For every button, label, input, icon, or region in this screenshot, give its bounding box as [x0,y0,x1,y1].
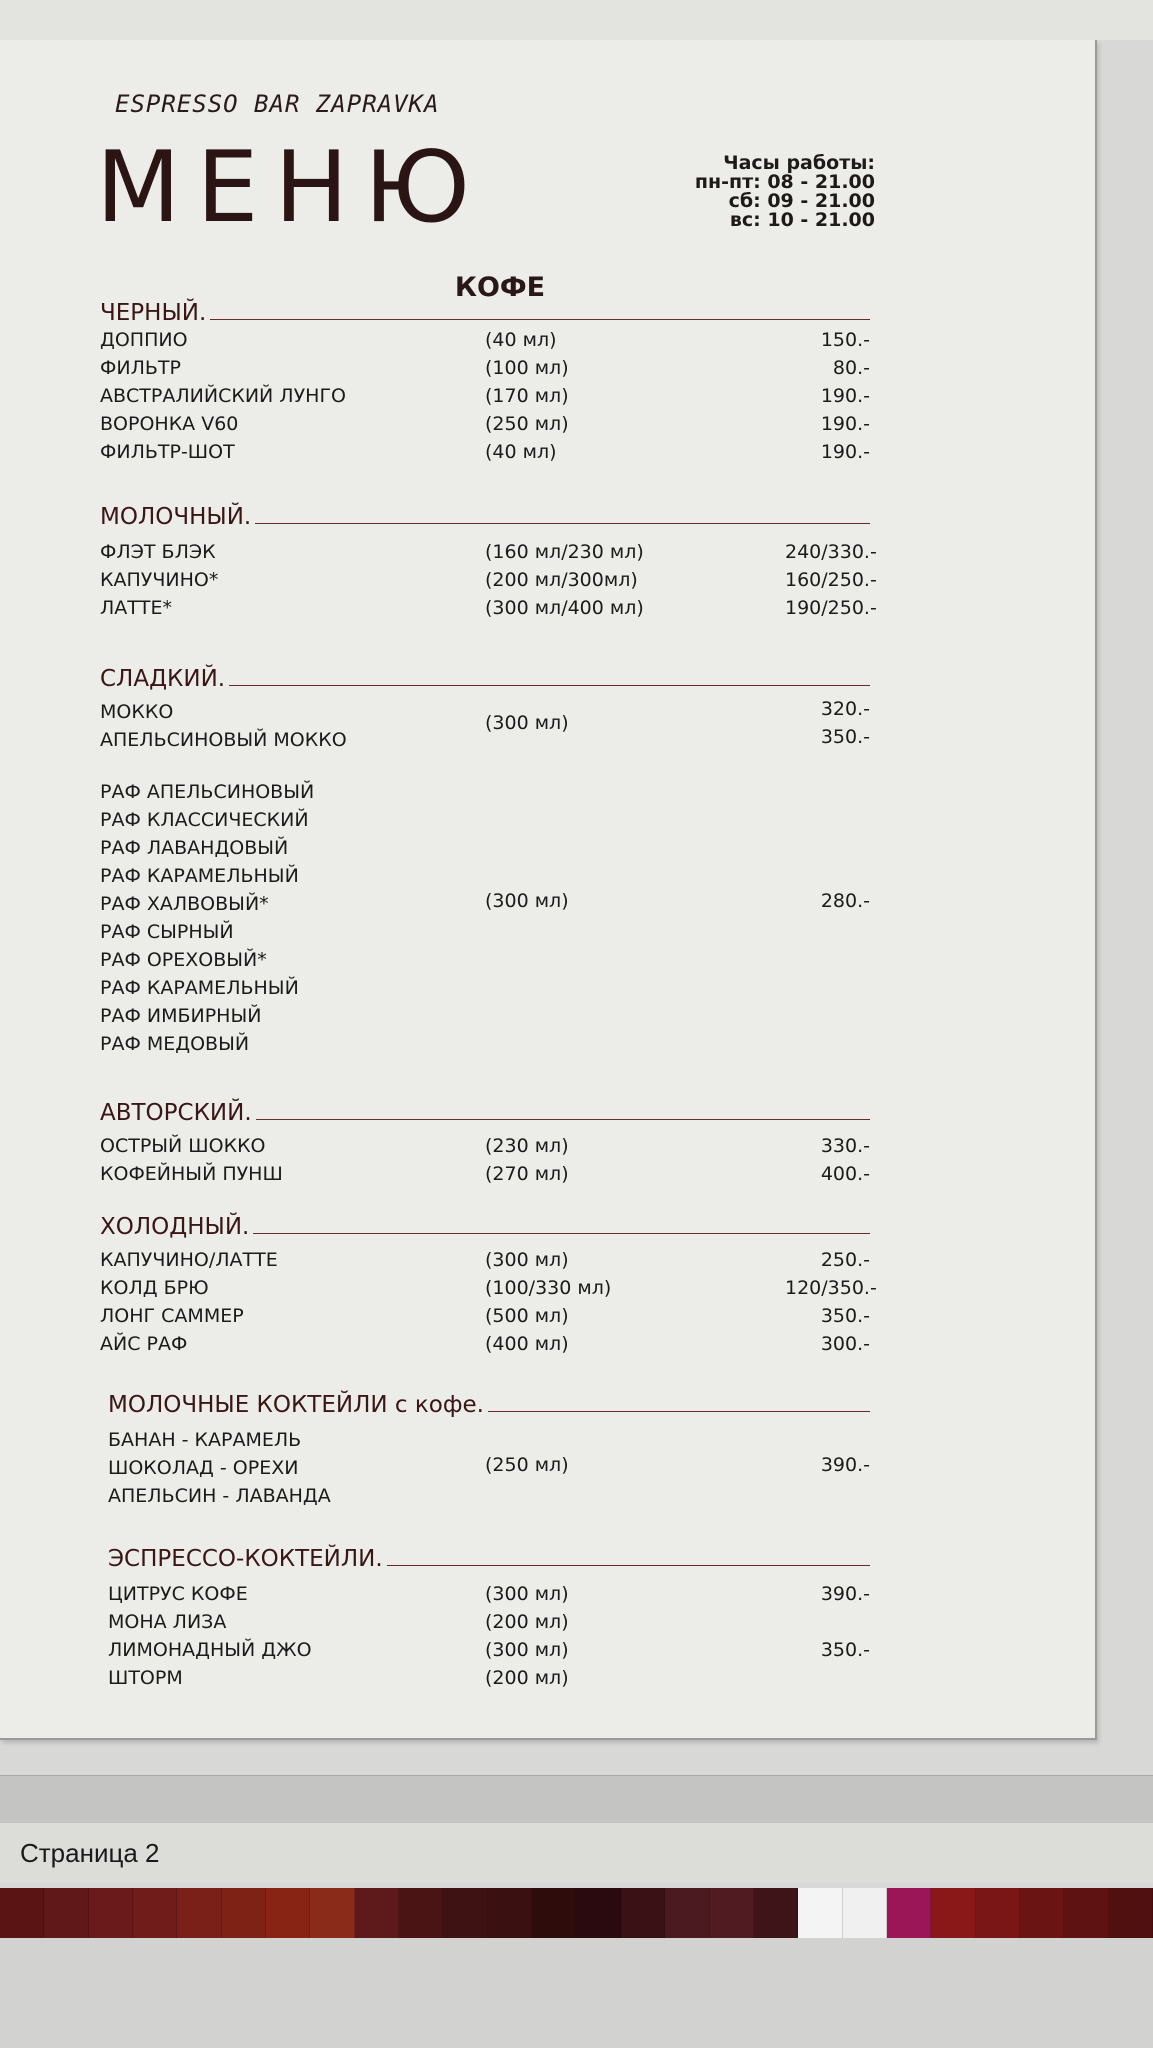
item-volume: (300 мл) [485,1583,569,1605]
section-title: ЭСПРЕССО-КОКТЕЙЛИ. [108,1546,383,1572]
group-volume: (300 мл) [485,712,569,734]
item-price: 400.- [820,1163,870,1185]
item-name: МОККО [100,701,174,723]
menu-row [100,1274,877,1302]
category-heading: КОФЕ [454,272,546,303]
menu-row [100,410,870,438]
color-swatch[interactable] [89,1888,133,1938]
item-price: 190/250.- [785,597,877,619]
menu-row [100,354,870,382]
hours-saturday: сб: 09 - 21.00 [728,190,875,212]
menu-title: МЕНЮ [96,131,486,245]
color-swatch[interactable] [443,1888,487,1938]
color-swatch[interactable] [576,1888,620,1938]
section-title: СЛАДКИЙ. [100,666,226,692]
item-name: ШОКОЛАД - ОРЕХИ [108,1457,299,1479]
color-swatch[interactable] [266,1888,310,1938]
section-header [100,1210,870,1240]
color-swatch[interactable] [1064,1888,1108,1938]
section-black [100,296,870,466]
item-volume: (200 мл) [485,1667,569,1689]
menu-row [100,326,870,354]
item-name: ОСТРЫЙ ШОККО [100,1135,266,1157]
document-page [0,40,1097,1740]
color-swatch[interactable] [843,1888,887,1938]
item-price: 150.- [820,329,870,351]
menu-row [108,1636,870,1664]
menu-row [100,1302,870,1330]
item-volume: (40 мл) [485,329,557,351]
color-swatch[interactable] [1109,1888,1153,1938]
section-divider [253,1233,870,1234]
section-divider [210,319,870,320]
item-volume: (200 мл/300мл) [485,569,638,591]
section-milk [100,500,877,622]
item-price: 190.- [820,385,870,407]
section-divider [488,1411,870,1412]
item-name: КАПУЧИНО/ЛАТТЕ [100,1249,278,1271]
item-volume: (40 мл) [485,441,557,463]
item-price: 160/250.- [785,569,877,591]
horizontal-scrollbar[interactable] [0,1775,1153,1824]
item-name: АПЕЛЬСИН - ЛАВАНДА [108,1485,331,1507]
item-volume: (230 мл) [485,1135,569,1157]
section-divider [229,685,870,686]
group-volume: (250 мл) [485,1454,569,1476]
menu-row [100,1160,870,1188]
section-divider [387,1565,870,1566]
item-price: 120/350.- [785,1277,877,1299]
item-name: ЦИТРУС КОФЕ [108,1583,248,1605]
color-swatch[interactable] [1020,1888,1064,1938]
color-swatch[interactable] [887,1888,931,1938]
item-name: ЛОНГ САММЕР [100,1305,244,1327]
color-swatch[interactable] [754,1888,798,1938]
item-name: РАФ АПЕЛЬСИНОВЫЙ [100,781,315,803]
hours-label: Часы работы: [723,152,875,174]
color-swatch[interactable] [177,1888,221,1938]
color-swatch[interactable] [621,1888,665,1938]
menu-row [100,594,877,622]
item-price: 80.- [832,357,870,379]
section-header [108,1542,870,1572]
item-price: 190.- [820,441,870,463]
status-bar [0,1823,1153,1883]
screen-bottom [0,1938,1153,2048]
menu-row [100,438,870,466]
item-name: РАФ ЛАВАНДОВЫЙ [100,837,289,859]
color-swatch[interactable] [44,1888,88,1938]
hours-sunday: вс: 10 - 21.00 [729,209,875,231]
item-name: РАФ КЛАССИЧЕСКИЙ [100,809,309,831]
section-title: ХОЛОДНЫЙ. [100,1214,250,1240]
item-volume: (250 мл) [485,413,569,435]
item-volume: (300 мл) [485,1249,569,1271]
menu-row [100,1132,870,1160]
item-volume: (170 мл) [485,385,569,407]
section-header [100,662,870,692]
item-price: 250.- [820,1249,870,1271]
item-name: РАФ КАРАМЕЛЬНЫЙ [100,977,299,999]
item-price: 350.- [820,1639,870,1661]
item-name: ВОРОНКА V60 [100,413,239,435]
section-divider [256,1119,870,1120]
menu-row [100,538,877,566]
raf-group [100,778,870,1058]
section-header [100,296,870,326]
section-milkshakes [108,1388,870,1510]
section-espresso-cocktails [108,1542,870,1692]
section-title: МОЛОЧНЫЙ. [100,504,252,530]
section-title: АВТОРСКИЙ. [100,1100,252,1126]
item-volume: (500 мл) [485,1305,569,1327]
item-name: ШТОРМ [108,1667,183,1689]
item-name: РАФ ИМБИРНЫЙ [100,1005,262,1027]
color-swatch[interactable] [532,1888,576,1938]
section-title: МОЛОЧНЫЕ КОКТЕЙЛИ с кофе. [108,1392,484,1418]
item-price: 350.- [820,726,870,748]
item-name: РАФ ХАЛВОВЫЙ* [100,893,269,915]
color-swatch[interactable] [931,1888,975,1938]
item-name: АЙС РАФ [100,1333,188,1355]
color-swatch[interactable] [488,1888,532,1938]
item-volume: (100 мл) [485,357,569,379]
section-title: ЧЕРНЫЙ. [100,300,207,326]
color-swatch[interactable] [0,1888,44,1938]
item-name: КОЛД БРЮ [100,1277,209,1299]
mocha-group [100,698,870,754]
group-price: 390.- [820,1454,870,1476]
menu-row [100,382,870,410]
item-volume: (200 мл) [485,1611,569,1633]
item-volume: (100/330 мл) [485,1277,612,1299]
item-name: ФЛЭТ БЛЭК [100,541,216,563]
item-name: МОНА ЛИЗА [108,1611,227,1633]
item-name: РАФ МЕДОВЫЙ [100,1033,250,1055]
menu-row [108,1608,870,1636]
item-name: ФИЛЬТР-ШОТ [100,441,235,463]
item-price: 350.- [820,1305,870,1327]
item-volume: (270 мл) [485,1163,569,1185]
item-name: АПЕЛЬСИНОВЫЙ МОККО [100,729,347,751]
item-name: АВСТРАЛИЙСКИЙ ЛУНГО [100,385,346,407]
item-name: ФИЛЬТР [100,357,181,379]
menu-row [100,1330,870,1358]
menu-row [108,1664,870,1692]
item-name: РАФ ОРЕХОВЫЙ* [100,949,267,971]
item-name: КОФЕЙНЫЙ ПУНШ [100,1163,283,1185]
milkshake-group [108,1426,870,1510]
color-swatch[interactable] [310,1888,354,1938]
section-header [100,500,870,530]
item-price: 240/330.- [785,541,877,563]
section-signature [100,1096,870,1188]
color-swatch[interactable] [222,1888,266,1938]
hours-weekdays: пн-пт: 08 - 21.00 [694,171,875,193]
color-swatch[interactable] [798,1888,842,1938]
item-price: 300.- [820,1333,870,1355]
page-indicator[interactable]: Страница 2 [20,1838,160,1868]
item-name: ЛИМОНАДНЫЙ ДЖО [108,1639,312,1661]
color-swatch[interactable] [665,1888,709,1938]
item-price: 190.- [820,413,870,435]
color-palette [0,1888,1153,1938]
menu-row [100,1246,870,1274]
group-volume: (300 мл) [485,890,569,912]
color-swatch[interactable] [710,1888,754,1938]
window-top-strip [0,0,1153,40]
menu-row [108,1580,870,1608]
item-name: ДОППИО [100,329,188,351]
group-price: 280.- [820,890,870,912]
item-volume: (400 мл) [485,1333,569,1355]
item-name: БАНАН - КАРАМЕЛЬ [108,1429,302,1451]
color-swatch[interactable] [355,1888,399,1938]
item-volume: (300 мл) [485,1639,569,1661]
section-cold [100,1210,877,1358]
opening-hours [640,154,875,230]
color-swatch[interactable] [399,1888,443,1938]
section-header [100,1096,870,1126]
item-name: РАФ КАРАМЕЛЬНЫЙ [100,865,299,887]
item-volume: (160 мл/230 мл) [485,541,644,563]
brand-name: ESPRESSO BAR ZAPRAVKA [115,90,440,118]
section-divider [255,523,870,524]
section-sweet [100,662,870,1058]
color-swatch[interactable] [133,1888,177,1938]
item-price: 330.- [820,1135,870,1157]
item-volume: (300 мл/400 мл) [485,597,644,619]
item-price: 390.- [820,1583,870,1605]
item-name: ЛАТТЕ* [100,597,173,619]
section-header [108,1388,870,1418]
item-price: 320.- [820,698,870,720]
item-name: КАПУЧИНО* [100,569,219,591]
color-swatch[interactable] [976,1888,1020,1938]
menu-row [100,566,877,594]
item-name: РАФ СЫРНЫЙ [100,921,234,943]
